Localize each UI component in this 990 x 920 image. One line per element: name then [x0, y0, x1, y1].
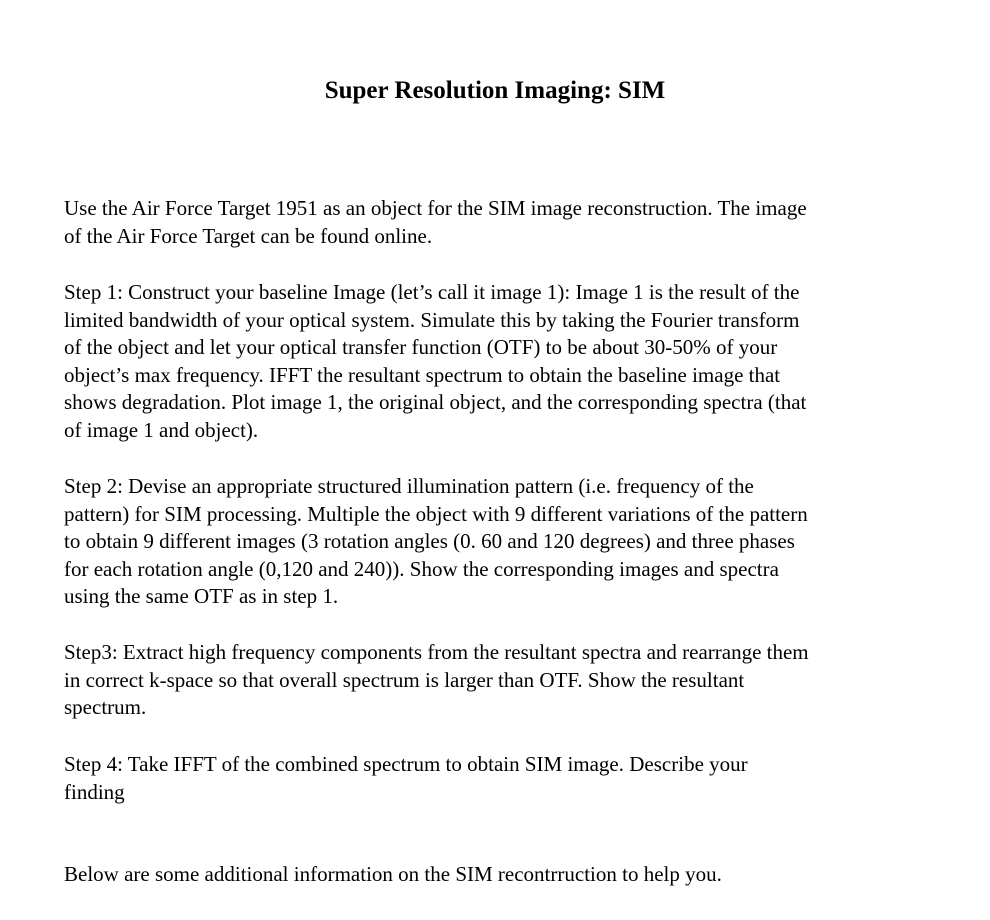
text-line: of the object and let your optical transfer function (OTF) to be about 30-50% of your	[64, 335, 778, 359]
paragraph-step-2	[64, 473, 934, 611]
text-line: for each rotation angle (0,120 and 240)). Show the corresponding images and spectra	[64, 556, 779, 581]
text-line: spectrum.	[64, 695, 147, 719]
document-title: Super Resolution Imaging: SIM	[324, 77, 666, 104]
text-line: Step 4: Take IFFT of the combined spectrum to obtain SIM image. Describe your	[64, 752, 748, 776]
text-line: limited bandwidth of your optical system. Simulate this by taking the Fourier transform	[64, 307, 800, 332]
text-line: Step3: Extract high frequency components from the resultant spectra and rearrange them	[64, 640, 809, 664]
text-line: to obtain 9 different images (3 rotation angles (0. 60 and 120 degrees) and three phases	[64, 529, 795, 553]
text-line: object’s max frequency. IFFT the resultant spectrum to obtain the baseline image that	[64, 362, 781, 387]
text-line: pattern) for SIM processing. Multiple the object with 9 different variations of the pattern	[64, 501, 808, 526]
text-line: of image 1 and object).	[64, 417, 259, 442]
text-line: Below are some additional information on the SIM recontrruction to help you.	[64, 862, 722, 886]
text-line: of the Air Force Target can be found online.	[64, 223, 433, 248]
paragraph-step-1	[64, 279, 934, 444]
text-line: Use the Air Force Target 1951 as an object for the SIM image reconstruction. The image	[64, 196, 807, 220]
text-line: finding	[64, 779, 125, 804]
text-line: in correct k-space so that overall spectrum is larger than OTF. Show the resultant	[64, 667, 745, 692]
paragraph-intro	[64, 195, 934, 250]
paragraph-step-3	[64, 639, 934, 722]
text-line: using the same OTF as in step 1.	[64, 584, 339, 608]
text-line: Step 1: Construct your baseline Image (let’s call it image 1): Image 1 is the result of the	[64, 280, 800, 304]
paragraph-footer	[64, 861, 934, 889]
paragraph-step-4	[64, 751, 934, 806]
text-line: Step 2: Devise an appropriate structured illumination pattern (i.e. frequency of the	[64, 474, 754, 498]
text-line: shows degradation. Plot image 1, the original object, and the corresponding spectra (that	[64, 390, 807, 414]
